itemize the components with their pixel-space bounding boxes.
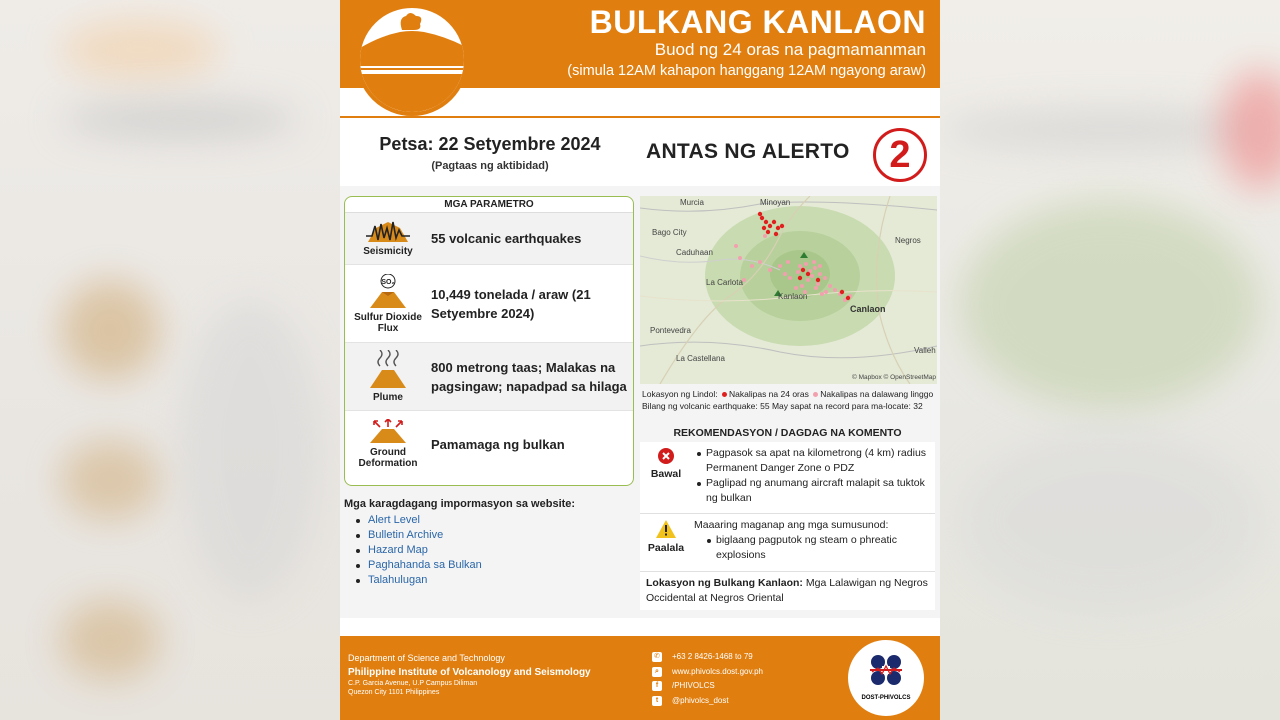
- parameter-name: Seismicity: [363, 246, 413, 257]
- recommendations-title: REKOMENDASYON / DAGDAG NA KOMENTO: [673, 427, 902, 439]
- seismograph-icon: [366, 220, 410, 244]
- parameter-row-seismicity: [345, 213, 633, 265]
- logo-text: DOST-PHIVOLCS: [861, 695, 911, 701]
- map-label: Pontevedra: [650, 326, 691, 335]
- map-label: La Carlota: [706, 278, 743, 287]
- alert-level-section: [640, 124, 940, 184]
- twitter-icon: t: [652, 696, 662, 706]
- parameter-value: 10,449 tonelada / araw (21 Setyembre 2024): [431, 286, 591, 321]
- map-label: Valleh: [914, 346, 936, 355]
- parameter-value: Pamamaga ng bulkan: [431, 436, 565, 452]
- parameter-row-so2: [345, 265, 633, 343]
- parameter-name: Sulfur Dioxide Flux: [354, 311, 422, 334]
- activity-note: (Pagtaas ng aktibidad): [431, 160, 549, 172]
- prohibited-icon: [658, 448, 674, 464]
- dost-phivolcs-logo: [848, 640, 924, 716]
- parameter-row-plume: [345, 343, 633, 411]
- footer-dept: Department of Science and Technology: [348, 653, 505, 663]
- map-label: Murcia: [680, 198, 705, 207]
- website-info-title: Mga karagdagang impormasyon sa website:: [344, 498, 576, 510]
- link-alert-level[interactable]: Alert Level: [356, 513, 634, 528]
- deformation-volcano-icon: [366, 419, 410, 445]
- earthquake-location-map: [640, 196, 937, 384]
- kanlaon-volcano-logo: [356, 4, 468, 116]
- phone-icon: ✆: [652, 652, 662, 662]
- parameter-row-deformation: [345, 411, 633, 477]
- legend-prefix: Lokasyon ng Lindol:: [642, 389, 718, 399]
- website-info: [344, 498, 634, 588]
- parameters-title: MGA PARAMETRO: [345, 197, 633, 213]
- footer-agency: [348, 652, 591, 697]
- parameter-value: 800 metrong taas; Malakas na pagsingaw; napadpad sa hilaga: [431, 359, 627, 394]
- map-label: Minoyan: [760, 198, 791, 207]
- bawal-item: Pagpasok sa apat na kilometrong (4 km) radius Permanent Danger Zone o PDZ: [694, 446, 929, 476]
- parameter-value: 55 volcanic earthquakes: [431, 231, 582, 246]
- map-label: Caduhaan: [676, 248, 713, 257]
- footer-twitter[interactable]: @phivolcs_dost: [672, 695, 729, 705]
- location-value: Mga Lalawigan ng Negros Occidental at Negros Oriental: [646, 577, 928, 604]
- blurred-background-left: [0, 0, 340, 720]
- footer-address2: Quezon City 1101 Philippines: [348, 689, 440, 696]
- bawal-label: Bawal: [650, 468, 682, 480]
- footer-facebook[interactable]: /PHIVOLCS: [672, 681, 715, 690]
- legend-recent: Nakalipas na 24 oras: [729, 389, 809, 399]
- so2-volcano-icon: [366, 274, 410, 310]
- earthquake-count: Bilang ng volcanic earthquake: 55 May sapat na record para ma-locate: 32: [642, 401, 923, 411]
- footer-phone: +63 2 8426-1468 to 79: [672, 652, 753, 661]
- web-icon: ⌕: [652, 667, 662, 677]
- footer-website[interactable]: www.phivolcs.dost.gov.ph: [672, 666, 764, 676]
- link-bulletin-archive[interactable]: Bulletin Archive: [356, 528, 634, 543]
- date-section: [340, 124, 640, 184]
- location-label: Lokasyon ng Bulkang Kanlaon:: [646, 577, 803, 589]
- link-talahulugan[interactable]: Talahulugan: [356, 573, 634, 588]
- paalala-row: [640, 514, 935, 572]
- paalala-intro: Maaaring maganap ang mga sumusunod:: [694, 519, 889, 531]
- volcano-title: BULKANG KANLAON: [589, 4, 926, 40]
- map-label: Negros: [895, 236, 921, 245]
- parameters-panel: [344, 196, 634, 486]
- map-label: Canlaon: [850, 304, 886, 314]
- map-label: Kanlaon: [778, 292, 808, 301]
- legend-older: Nakalipas na dalawang linggo: [820, 389, 934, 399]
- link-paghahanda[interactable]: Paghahanda sa Bulkan: [356, 558, 634, 573]
- blurred-background-right: [940, 0, 1280, 720]
- bulletin-subtitle: Buod ng 24 oras na pagmamanman: [654, 40, 926, 59]
- link-hazard-map[interactable]: Hazard Map: [356, 543, 634, 558]
- map-label: La Castellana: [676, 354, 725, 363]
- footer-contacts: [652, 650, 763, 708]
- bawal-item: Paglipad ng anumang aircraft malapit sa tuktok ng bulkan: [694, 476, 929, 506]
- parameter-name: Ground Deformation: [358, 447, 418, 469]
- footer: [340, 636, 940, 720]
- bawal-row: [640, 442, 935, 514]
- bulletin-date: Petsa: 22 Setyembre 2024: [379, 134, 601, 154]
- paalala-item: biglaang pagputok ng steam o phreatic explosions: [704, 533, 929, 563]
- facebook-icon: f: [652, 681, 662, 691]
- alert-level-badge: 2: [873, 128, 927, 182]
- map-legend: [642, 388, 937, 412]
- monitoring-period: (simula 12AM kahapon hanggang 12AM ngayong araw): [567, 63, 926, 79]
- legend-older-dot: [813, 392, 818, 397]
- footer-address1: C.P. Garcia Avenue, U.P Campus Diliman: [348, 680, 478, 687]
- recommendations-panel: [640, 424, 935, 614]
- map-attribution: © Mapbox © OpenStreetMap: [852, 374, 937, 381]
- legend-recent-dot: [722, 392, 727, 397]
- volcano-location: [640, 572, 935, 610]
- website-links: [344, 513, 634, 588]
- volcano-bulletin: [340, 0, 940, 720]
- svg-text:SO₂: SO₂: [381, 278, 395, 286]
- paalala-label: Paalala: [647, 542, 685, 554]
- parameter-name: Plume: [372, 392, 403, 403]
- map-label: Bago City: [652, 228, 687, 237]
- warning-icon: [656, 520, 676, 538]
- footer-org: Philippine Institute of Volcanology and Seismology: [348, 667, 591, 678]
- plume-volcano-icon: [366, 350, 410, 390]
- alert-level-label: ANTAS NG ALERTO: [646, 140, 850, 163]
